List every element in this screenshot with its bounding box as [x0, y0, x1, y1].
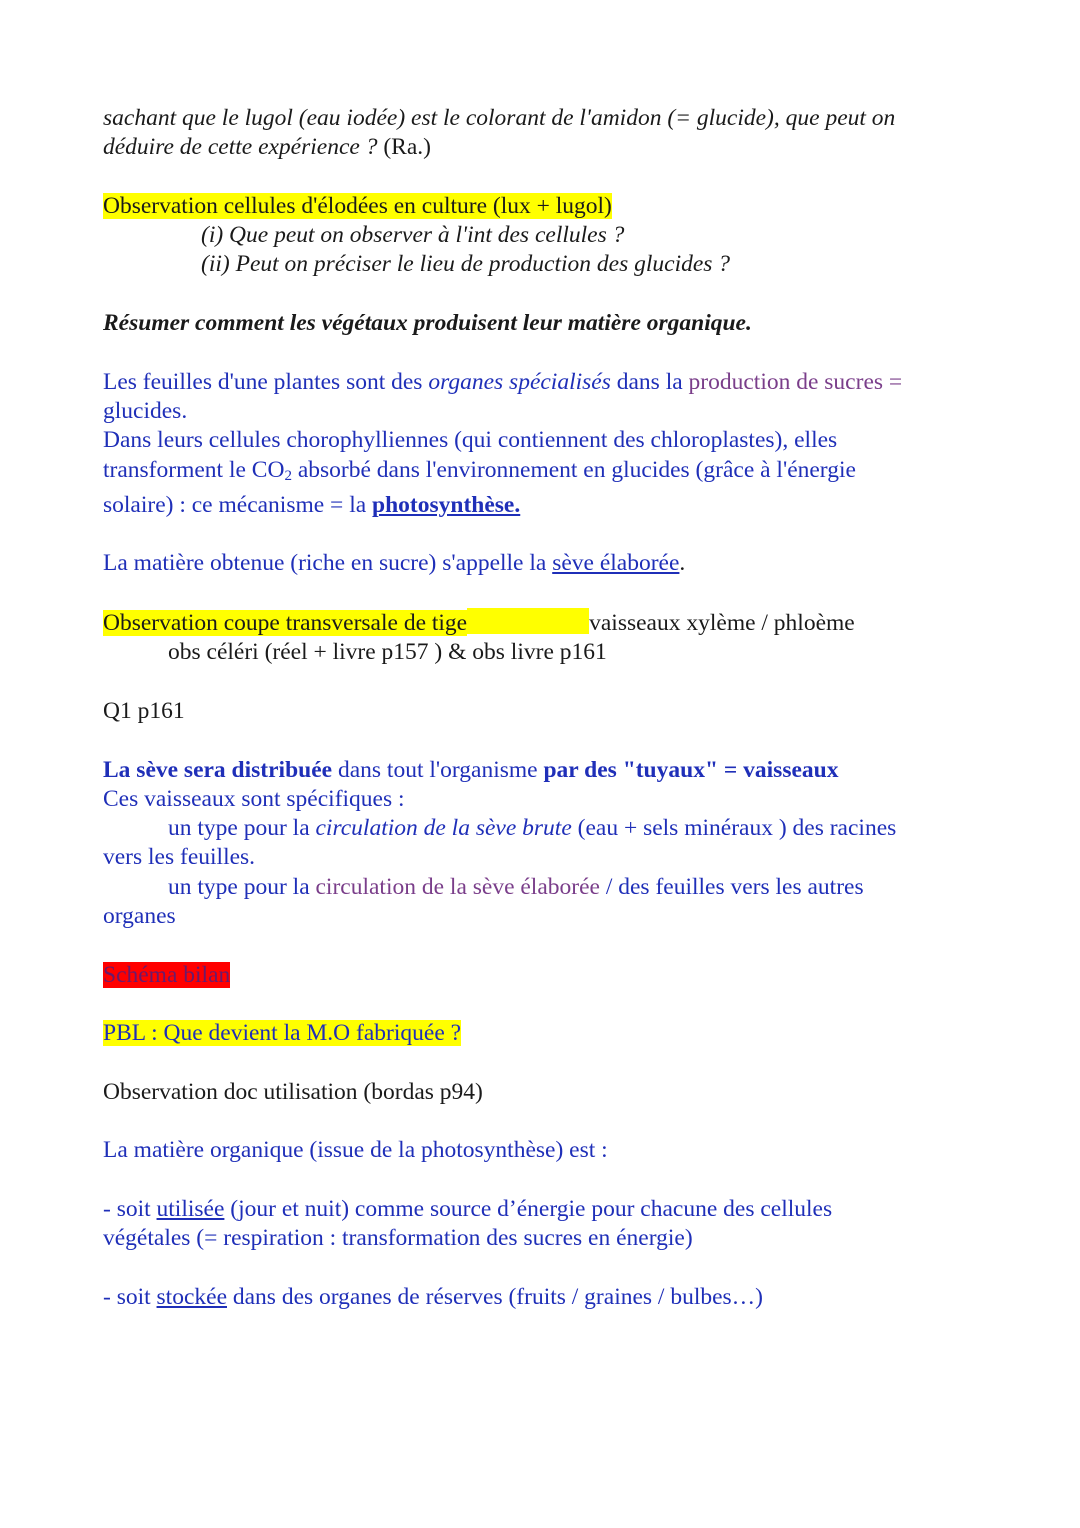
text-span: . — [679, 550, 686, 577]
text-span: La matière obtenue (riche en sucre) s'appelle la — [103, 550, 553, 577]
resume-heading — [103, 309, 983, 338]
text-span: circulation de la sève élaborée — [315, 873, 600, 900]
text-span: dans la — [610, 368, 689, 395]
text-span: La sève sera distribuée — [103, 756, 333, 783]
text-line — [103, 426, 983, 455]
question-1 — [103, 221, 983, 250]
text-line — [103, 456, 983, 491]
text-span: végétales (= respiration : transformation des sucres en énergie) — [103, 1225, 693, 1252]
text-line — [103, 1224, 983, 1253]
text-line — [103, 785, 983, 814]
text-span: stockée — [156, 1283, 227, 1310]
text-line — [103, 133, 983, 162]
text-span: Q1 p161 — [103, 697, 185, 724]
obs-elodees-heading — [103, 192, 983, 221]
text-line — [103, 549, 983, 578]
highlight-gap — [467, 608, 589, 634]
text-span: sachant que le lugol (eau iodée) est le colorant de l'amidon (= glucide), que peut on — [103, 105, 896, 131]
text-line — [103, 843, 983, 872]
obs-coupe-heading — [103, 608, 983, 638]
text-span: Observation doc utilisation (bordas p94) — [103, 1078, 483, 1105]
q1-label — [103, 697, 983, 726]
text-span: par des "tuyaux" = vaisseaux — [543, 756, 839, 783]
text-line — [103, 368, 983, 397]
text-span: Les feuilles d'une plantes sont des — [103, 368, 429, 395]
highlighted-text: Observation coupe transversale de tige — [103, 610, 468, 637]
photosynthese-term: photosynthèse. — [372, 491, 521, 518]
text-line — [103, 638, 983, 667]
text-line — [103, 1136, 983, 1165]
text-span: / des feuilles vers les autres — [599, 873, 864, 900]
text-span: Résumer comment les végétaux produisent leur matière organique. — [103, 310, 752, 337]
text-line — [103, 873, 983, 902]
text-span: dans tout l'organisme — [332, 756, 544, 783]
text-line — [103, 756, 983, 785]
text-line — [103, 1195, 983, 1224]
text-span: Ces vaisseaux sont spécifiques : — [103, 785, 405, 812]
text-line — [103, 1283, 983, 1312]
text-span: dans des organes de réserves (fruits / graines / bulbes…) — [227, 1283, 764, 1310]
document-page — [103, 104, 983, 1312]
question-2 — [103, 250, 983, 279]
text-span: (eau + sels minéraux ) des racines — [571, 815, 897, 842]
text-span: (ii) Peut on préciser le lieu de production des glucides ? — [201, 251, 731, 278]
text-span: vers les feuilles. — [103, 844, 256, 871]
text-span: absorbé dans l'environnement en glucides (grâce à l'énergie — [291, 456, 856, 483]
highlighted-text: PBL : Que devient la M.O fabriquée ? — [103, 1020, 462, 1047]
text-span: solaire) : ce mécanisme = la — [103, 491, 373, 518]
text-span: un type pour la — [168, 815, 316, 842]
text-span: 2 — [284, 467, 292, 484]
text-span: obs céléri (réel + livre p157 ) & obs livre p161 — [168, 639, 607, 666]
text-line — [103, 814, 983, 843]
text-line — [103, 104, 983, 133]
text-line — [103, 902, 983, 931]
text-span: déduire de cette expérience ? — [103, 134, 378, 161]
text-span: La matière organique (issue de la photosynthèse) est : — [103, 1137, 608, 1164]
obs-doc-label — [103, 1078, 983, 1107]
highlighted-text: Schéma bilan — [103, 961, 231, 988]
text-span: un type pour la — [168, 873, 316, 900]
text-span: transforment le CO — [103, 456, 285, 483]
text-span: vaisseaux xylème / phloème — [589, 610, 855, 637]
text-span: utilisée — [156, 1195, 225, 1222]
text-span: (i) Que peut on observer à l'int des cellules ? — [201, 222, 625, 249]
text-span: glucides. — [103, 397, 188, 424]
pbl-question — [103, 1019, 983, 1048]
text-span: - soit — [103, 1283, 157, 1310]
text-span: (jour et nuit) comme source d’énergie pour chacune des cellules — [224, 1195, 833, 1222]
text-span: organes spécialisés — [428, 368, 611, 395]
text-span: Dans leurs cellules chorophylliennes (qui contiennent des chloroplastes), elles — [103, 427, 838, 454]
seve-elaboree-term: sève élaborée — [552, 550, 680, 577]
highlighted-text: Observation cellules d'élodées en culture (lux + lugol) — [103, 192, 612, 219]
text-span: production de sucres = — [688, 368, 903, 395]
schema-bilan-label — [103, 961, 983, 990]
text-span: circulation de la sève brute — [315, 815, 572, 842]
text-line — [103, 491, 983, 520]
text-line — [103, 397, 983, 426]
text-span: organes — [103, 903, 176, 930]
text-span: - soit — [103, 1195, 157, 1222]
text-span: (Ra.) — [377, 134, 431, 161]
